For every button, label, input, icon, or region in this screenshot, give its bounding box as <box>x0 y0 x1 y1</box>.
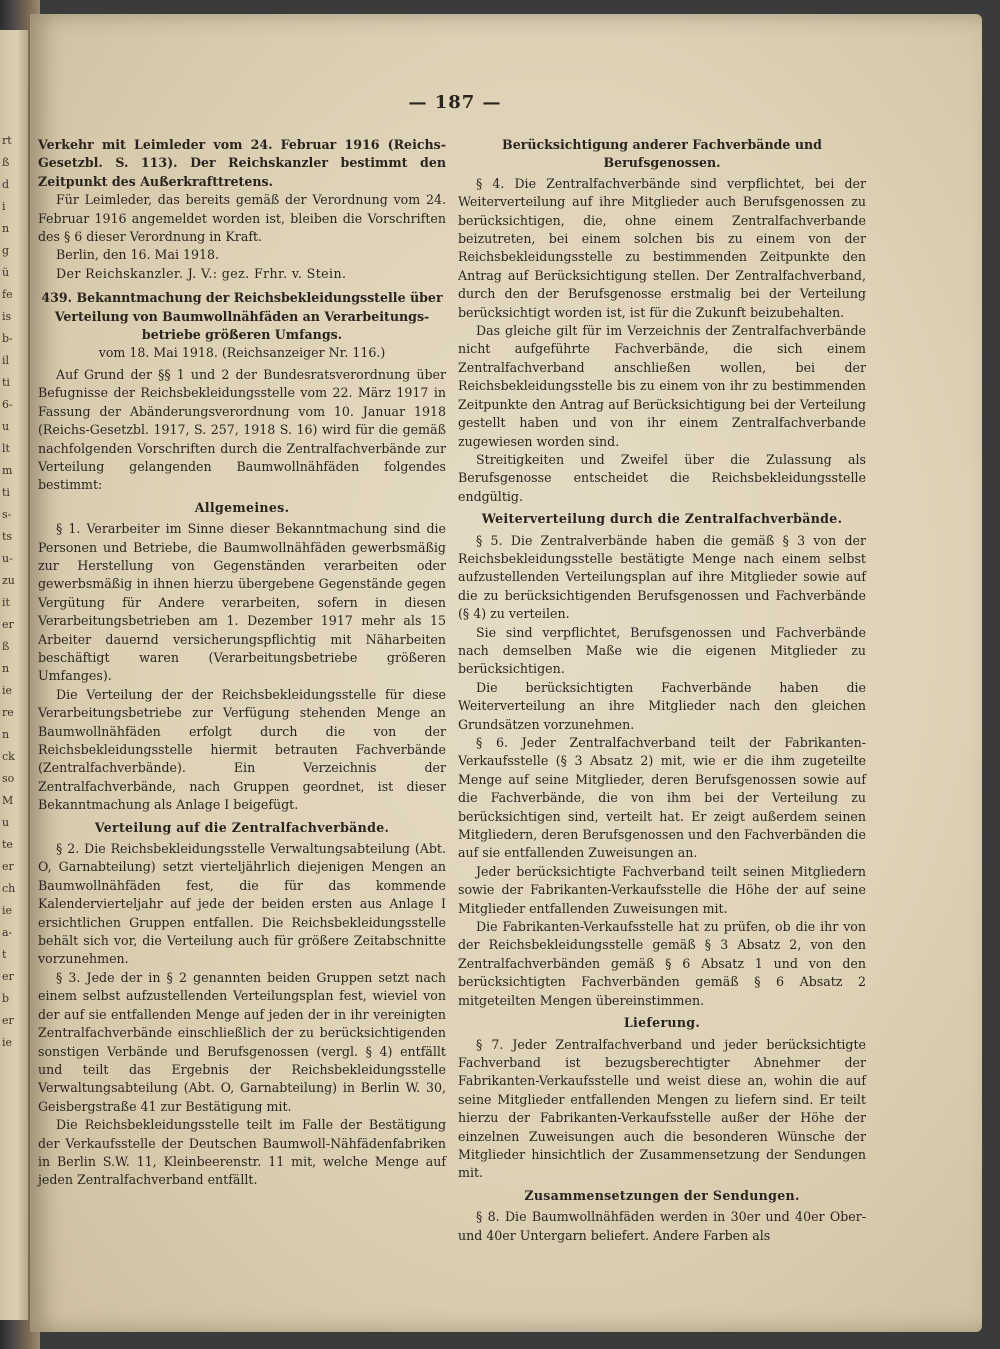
document-page <box>30 14 982 1332</box>
previous-page-fragment: b <box>2 992 10 1005</box>
signature-line: Der Reichskanzler. J. V.: gez. Frhr. v. Stein. <box>56 265 347 281</box>
previous-page-fragment: d <box>2 178 10 191</box>
previous-page-fragment: so <box>2 772 15 785</box>
previous-page-fragment: it <box>2 596 10 609</box>
section-heading-delivery: Lieferung. <box>623 1015 701 1031</box>
previous-page-fragment: er <box>2 860 14 873</box>
previous-page-fragment: ß <box>2 156 10 169</box>
left-paragraph-7: Die Verteilung der der Reichsbekleidungsstelle für diese Verarbeitungsbetriebe zur Verfügung stehenden Menge an Baumwollnähfäden erfolgt durch die von der Reichsbekleidungsstelle hiermit betrauten Fachverbände (Zentralfachverbände). Ein Verzeichnis der Zentralfachverbände, nach Gruppen geordnet, ist dieser Bekanntmachung als Anlage I beigefügt. <box>38 686 446 813</box>
previous-page-fragment: re <box>2 706 14 719</box>
announcement-title: 439. Bekanntmachung der Reichsbekleidungsstelle über Verteilung von Baumwollnähfäden an Verarbeitungs-betriebe größeren Umfangs. <box>41 290 443 343</box>
previous-page-fragment: n <box>2 222 10 235</box>
previous-page-fragment: n <box>2 662 10 675</box>
previous-page-fragment: m <box>2 464 13 477</box>
previous-page-fragment: g <box>2 244 10 257</box>
section-7-paragraph: § 7. Jeder Zentralfachverband und jeder berücksichtigte Fachverband ist bezugsberechtigter Abnehmer der Fabrikanten-Verkaufsstelle und weist diese an, wohin die auf seine Mitglieder entfallenden Mengen zu liefern sind. Er teilt hierzu der Fabrikanten-Verkaufsstelle außer der Höhe der einzelnen Zuweisungen auch die besonderen Wünsche der Mitglieder hinsichtlich der Zusammensetzung der Sendungen mit. <box>458 1036 866 1181</box>
page-number: — 187 — <box>408 92 502 113</box>
previous-page-fragment: ti <box>2 486 10 499</box>
previous-page-fragment: b- <box>2 332 13 345</box>
left-paragraph-1: Verkehr mit Leimleder vom 24. Februar 1916 (Reichs-Gesetzbl. S. 113). Der Reichskanzler bestimmt den Zeitpunkt des Außerkrafttretens. <box>38 137 446 189</box>
right-paragraph-2: Das gleiche gilt für im Verzeichnis der Zentralfachverbände nicht aufgeführte Fachverbände, die sich einem Zentralfachverband anschließen wollen, bei der Reichsbekleidungsstelle bis zu einem von ihr zu bestimmenden Zeitpunkte den Antrag auf Berücksichtigung bei der Verteilung gestellt haben und von ihr einem Zentralfachverbande zugewiesen worden sind. <box>458 323 866 449</box>
previous-page-fragment: ck <box>2 750 15 763</box>
previous-page-fragment: u <box>2 420 10 433</box>
previous-page-fragment: ie <box>2 684 13 697</box>
previous-page-fragment: ch <box>2 882 16 895</box>
previous-page-fragment: rt <box>2 134 12 147</box>
previous-page-fragment: ß <box>2 640 10 653</box>
section-heading-composition: Zusammensetzungen der Sendungen. <box>524 1187 800 1203</box>
section-5-paragraph: § 5. Die Zentralverbände haben die gemäß § 3 von der Reichsbekleidungsstelle bestätigte Menge nach einem selbst aufzustellenden Verteilungsplan auf ihre Mitglieder sowie auf die zu berücksichtigenden Berufsgenossen und Fachverbände (§ 4) zu verteilen. <box>458 532 866 622</box>
previous-page-fragment: ie <box>2 1036 13 1049</box>
previous-page-fragment: ü <box>2 266 10 279</box>
section-heading-consideration: Berücksichtigung anderer Fachverbände und Berufsgenossen. <box>502 137 822 171</box>
previous-page-fragment: t <box>2 948 7 961</box>
previous-page-fragment: u- <box>2 552 13 565</box>
left-paragraph-2: Für Leimleder, das bereits gemäß der Verordnung vom 24. Februar 1916 angemeldet worden ist, bleiben die Vorschriften des § 6 dieser Verordnung in Kraft. <box>38 192 446 245</box>
previous-page-fragment: ie <box>2 904 13 917</box>
right-paragraph-9: Die Fabrikanten-Verkaufsstelle hat zu prüfen, ob die ihr von der Reichsbekleidungsstelle gemäß § 3 Absatz 2, von den Zentralfachverbänden gemäß § 6 Absatz 1 und von den berücksichtigten Fachverbänden gemäß § 6 Absatz 2 mitgeteilten Mengen übereinstimmen. <box>458 919 866 1008</box>
right-paragraph-8: Jeder berücksichtigte Fachverband teilt seinen Mitgliedern sowie der Fabrikanten-Verkaufsstelle die Höhe der auf seine Mitglieder entfallenden Zuweisungen mit. <box>458 863 866 916</box>
previous-page-fragment: ti <box>2 376 10 389</box>
section-3-paragraph: § 3. Jede der in § 2 genannten beiden Gruppen setzt nach einem selbst aufzustellenden Verteilungsplan fest, wieviel von der auf sie entfallenden Menge auf jeden der in ihr vereinigten Zentralfachverbände einschließlich der zu berücksichtigenden sonstigen Verbände und Berufsgenossen (vergl. § 4) entfällt und teilt das Ergebnis der Reichsbekleidungsstelle Verwaltungsabteilung (Abt. O, Garnabteilung) in Berlin W. 30, Geisbergstraße 41 zur Bestätigung mit. <box>38 969 446 1114</box>
section-1-paragraph: § 1. Verarbeiter im Sinne dieser Bekanntmachung sind die Personen und Betriebe, die Baumwollnähfäden gewerbsmäßig zur Herstellung von Gegenständen verarbeiten oder gewerbsmäßig in ihnen hierzu übergebene Gegenstände gegen Vergütung für Andere verarbeiten, sofern in diesen Verarbeitungsbetrieben am 1. Dezember 1917 mehr als 15 Arbeiter dauernd versicherungspflichtig mit Näharbeiten beschäftigt waren (Verarbeitungsbetriebe größeren Umfanges). <box>38 521 446 684</box>
previous-page-fragment: s- <box>2 508 12 521</box>
right-paragraph-3: Streitigkeiten und Zweifel über die Zulassung als Berufsgenosse entscheidet die Reichsbekleidungsstelle endgültig. <box>458 451 866 504</box>
previous-page-fragment: a- <box>2 926 13 939</box>
previous-page-fragment: lt <box>2 442 10 455</box>
previous-page-fragment: zu <box>2 574 15 587</box>
left-column <box>38 136 446 1190</box>
right-paragraph-6: Die berücksichtigten Fachverbände haben die Weiterverteilung an ihre Mitglieder nach den gleichen Grundsätzen vorzunehmen. <box>458 679 866 732</box>
previous-page-fragment: te <box>2 838 13 851</box>
right-column <box>458 136 866 1245</box>
section-heading-redistribution: Weiterverteilung durch die Zentralfachverbände. <box>481 511 843 527</box>
section-4-paragraph: § 4. Die Zentralfachverbände sind verpflichtet, bei der Weiterverteilung auf ihre Mitglieder auch Berufsgenossen zu berücksichtigen, die, ohne einem Zentralfachverbande beizutreten, bei einem solchen bis zu einem von der Reichsbekleidungsstelle zu bestimmenden Zeitpunkte den Antrag auf Berücksichtigung stellen. Der Zentralfachverband, durch den der Berufsgenosse erstmalig bei der Verteilung berücksichtigt worden ist, ist für die Zukunft beizubehalten. <box>458 175 866 320</box>
right-paragraph-5: Sie sind verpflichtet, Berufsgenossen und Fachverbände nach demselben Maße wie die eigenen Mitglieder zu berücksichtigen. <box>458 624 866 677</box>
previous-page-fragment: er <box>2 970 14 983</box>
left-paragraph-5: Auf Grund der §§ 1 und 2 der Bundesratsverordnung über Befugnisse der Reichsbekleidungsstelle vom 22. März 1917 in Fassung der Abänderungsverordnung vom 10. Januar 1918 (Reichs-Gesetzbl. 1917, S. 257, 1918 S. 16) wird für die gemäß nachfolgenden Vorschriften durch die Zentralfachverbände zur Verteilung gelangenden Baumwollnähfäden folgendes bestimmt: <box>38 366 446 493</box>
previous-page-fragment: er <box>2 1014 14 1027</box>
previous-page-fragment: u <box>2 816 10 829</box>
previous-page-edge <box>0 30 28 1320</box>
announcement-date: vom 18. Mai 1918. (Reichsanzeiger Nr. 116.) <box>98 345 386 361</box>
section-heading-general: Allgemeines. <box>194 499 290 515</box>
section-heading-distribution: Verteilung auf die Zentralfachverbände. <box>94 819 390 835</box>
previous-page-fragment: fe <box>2 288 13 301</box>
previous-page-fragment: er <box>2 618 14 631</box>
previous-page-fragment: ts <box>2 530 13 543</box>
previous-page-fragment: n <box>2 728 10 741</box>
section-6-paragraph: § 6. Jeder Zentralfachverband teilt der Fabrikanten-Verkaufsstelle (§ 3 Absatz 2) mit, wie er die ihm zugeteilte Menge auf seine Mitglieder, deren Berufsgenossen sowie auf die Fachverbände, die von ihm bei der Verteilung zu berücksichtigen sind, verteilt hat. Er zeigt außerdem seinen Mitgliedern, deren Berufsgenossen und den Fachverbänden die auf sie entfallenden Zuweisungen an. <box>458 735 866 861</box>
previous-page-fragment: il <box>2 354 10 367</box>
left-paragraph-3: Berlin, den 16. Mai 1918. <box>56 247 220 263</box>
previous-page-fragment: 6- <box>2 398 13 411</box>
section-8-paragraph: § 8. Die Baumwollnähfäden werden in 30er und 40er Ober- und 40er Untergarn beliefert. Andere Farben als <box>458 1209 866 1243</box>
previous-page-fragment: M <box>2 794 14 807</box>
previous-page-fragment: is <box>2 310 12 323</box>
previous-page-fragment: i <box>2 200 6 213</box>
left-paragraph-10: Die Reichsbekleidungsstelle teilt im Falle der Bestätigung der Verkaufsstelle der Deutschen Baumwoll-Nähfädenfabriken in Berlin S.W. 11, Kleinbeerenstr. 11 mit, welche Menge auf jeden Zentralfachverband entfällt. <box>38 1117 446 1188</box>
section-2-paragraph: § 2. Die Reichsbekleidungsstelle Verwaltungsabteilung (Abt. O, Garnabteilung) setzt vierteljährlich diejenigen Mengen an Baumwollnähfäden fest, die für das kommende Kalendervierteljahr auf jede der beiden ersten aus Anlage I ersichtlichen Gruppen entfallen. Die Reichsbekleidungsstelle behält sich vor, die Verteilung auch für größere Zeitabschnitte vorzunehmen. <box>38 841 446 967</box>
